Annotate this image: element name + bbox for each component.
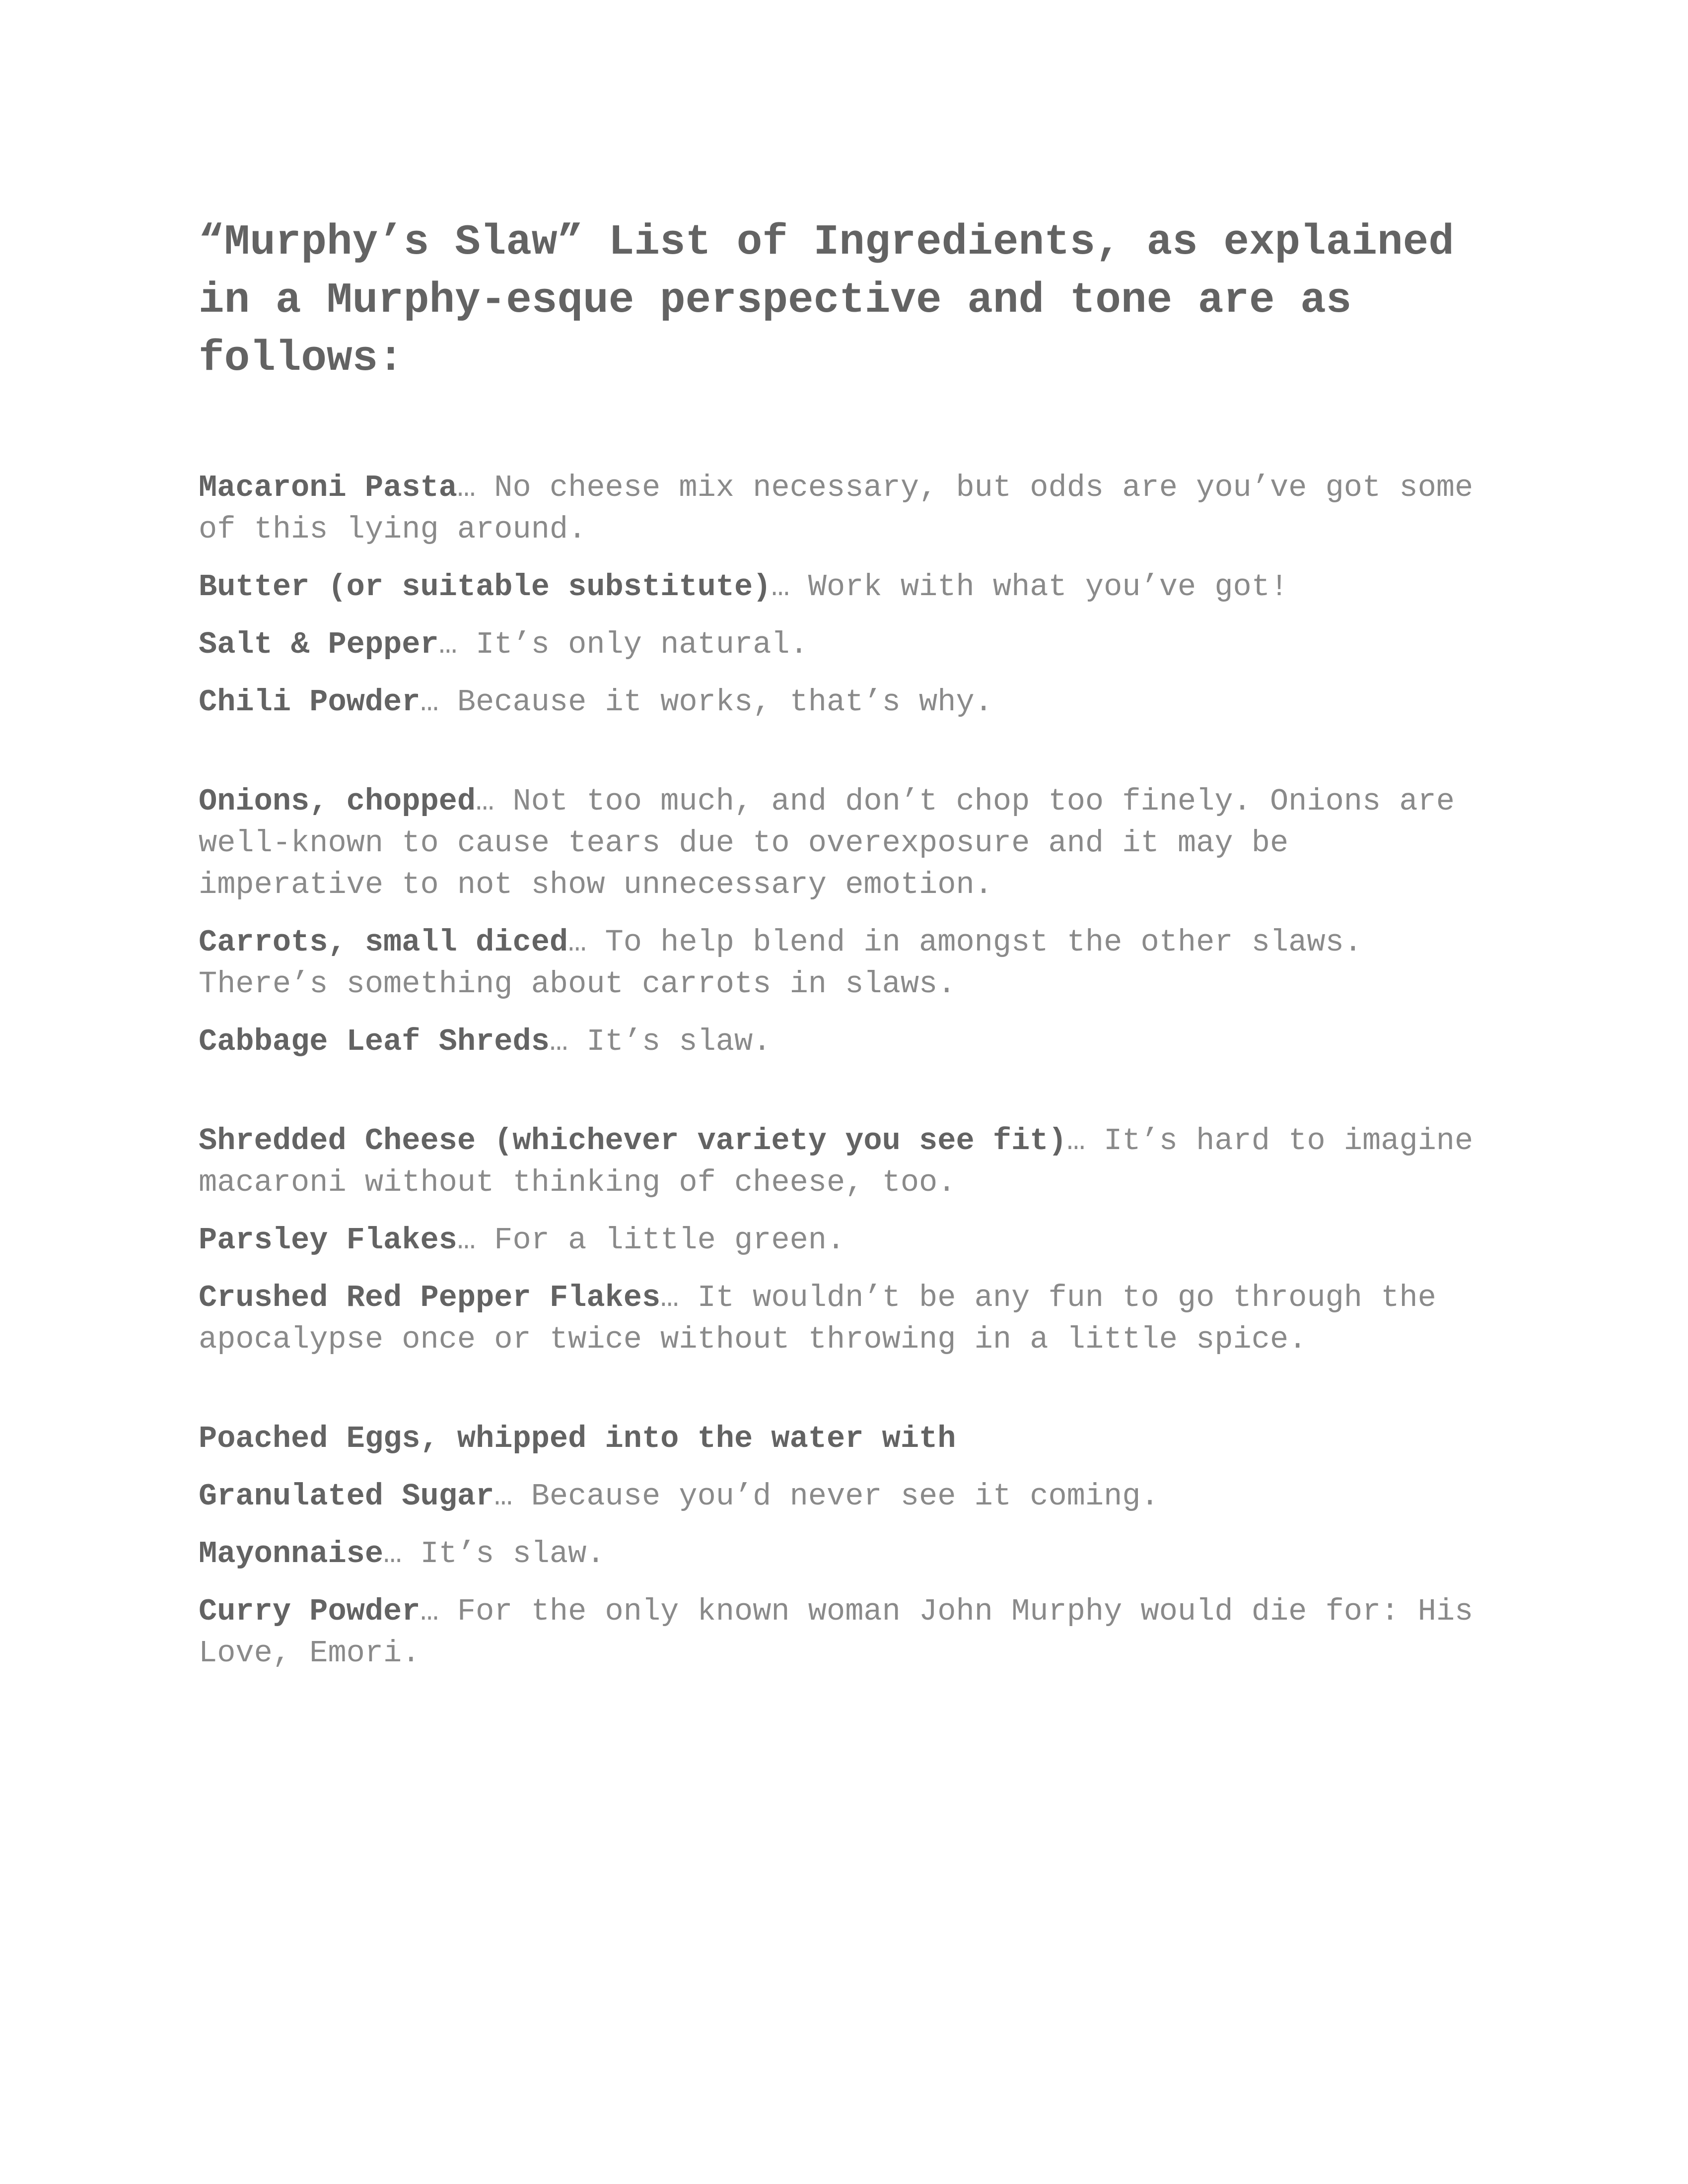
ingredient-group-1 <box>199 467 1489 723</box>
document-title: “Murphy’s Slaw” List of Ingredients, as explained in a Murphy-esque perspective and tone are as follows: <box>199 218 1454 383</box>
ingredient-name: Cabbage Leaf Shreds <box>199 1024 550 1059</box>
ingredient-name: Poached Eggs, whipped into the water with <box>199 1421 956 1456</box>
ingredient-note: … It’s hard to imagine macaroni without thinking of cheese, too. <box>199 1123 1474 1200</box>
ingredient-name: Salt & Pepper <box>199 627 439 662</box>
ingredient-item <box>199 781 1489 906</box>
ingredient-note: … Because you’d never see it coming. <box>494 1479 1159 1514</box>
ingredient-item <box>199 624 1489 666</box>
ingredient-name: Butter (or suitable substitute) <box>199 569 772 605</box>
ingredient-item <box>199 467 1489 550</box>
ingredient-note: … Not too much, and don’t chop too finely. Onions are well-known to cause tears due to overexposure and it may be imperative to not show unnecessary emotion. <box>199 784 1455 902</box>
ingredient-item <box>199 1277 1489 1361</box>
ingredient-name: Chili Powder <box>199 684 421 720</box>
ingredient-item <box>199 922 1489 1005</box>
ingredient-name: Curry Powder <box>199 1594 421 1629</box>
ingredient-name: Shredded Cheese (whichever variety you see fit) <box>199 1123 1067 1159</box>
ingredient-group-2 <box>199 781 1489 1063</box>
ingredient-note: … Work with what you’ve got! <box>771 569 1289 605</box>
ingredient-group-4 <box>199 1418 1489 1674</box>
document-page <box>199 213 1489 1732</box>
ingredient-note: … It wouldn’t be any fun to go through the apocalypse once or twice without throwing in a little spice. <box>199 1280 1436 1357</box>
ingredient-name: Granulated Sugar <box>199 1479 494 1514</box>
ingredient-note: … It’s slaw. <box>383 1536 605 1571</box>
ingredient-group-3 <box>199 1120 1489 1361</box>
ingredient-note: … For the only known woman John Murphy would die for: His Love, Emori. <box>199 1594 1474 1671</box>
ingredient-item <box>199 566 1489 608</box>
ingredient-item <box>199 1120 1489 1204</box>
ingredient-item <box>199 682 1489 723</box>
ingredient-item <box>199 1533 1489 1575</box>
ingredient-item <box>199 1591 1489 1674</box>
ingredient-item <box>199 1220 1489 1261</box>
ingredient-name: Mayonnaise <box>199 1536 384 1571</box>
ingredient-item <box>199 1418 1489 1460</box>
ingredient-note: … It’s slaw. <box>549 1024 772 1059</box>
ingredient-item <box>199 1021 1489 1063</box>
ingredient-note: … It’s only natural. <box>438 627 808 662</box>
ingredient-note: … No cheese mix necessary, but odds are you’ve got some of this lying around. <box>199 470 1474 547</box>
ingredient-item <box>199 1476 1489 1517</box>
ingredient-name: Onions, chopped <box>199 784 476 819</box>
ingredient-note: … Because it works, that’s why. <box>420 684 993 720</box>
ingredient-note: … To help blend in amongst the other slaws. There’s something about carrots in slaws. <box>199 925 1362 1002</box>
ingredient-name: Parsley Flakes <box>199 1223 457 1258</box>
ingredient-note: … For a little green. <box>457 1223 845 1258</box>
ingredient-name: Macaroni Pasta <box>199 470 457 505</box>
ingredient-name: Crushed Red Pepper Flakes <box>199 1280 661 1315</box>
ingredient-name: Carrots, small diced <box>199 925 568 960</box>
